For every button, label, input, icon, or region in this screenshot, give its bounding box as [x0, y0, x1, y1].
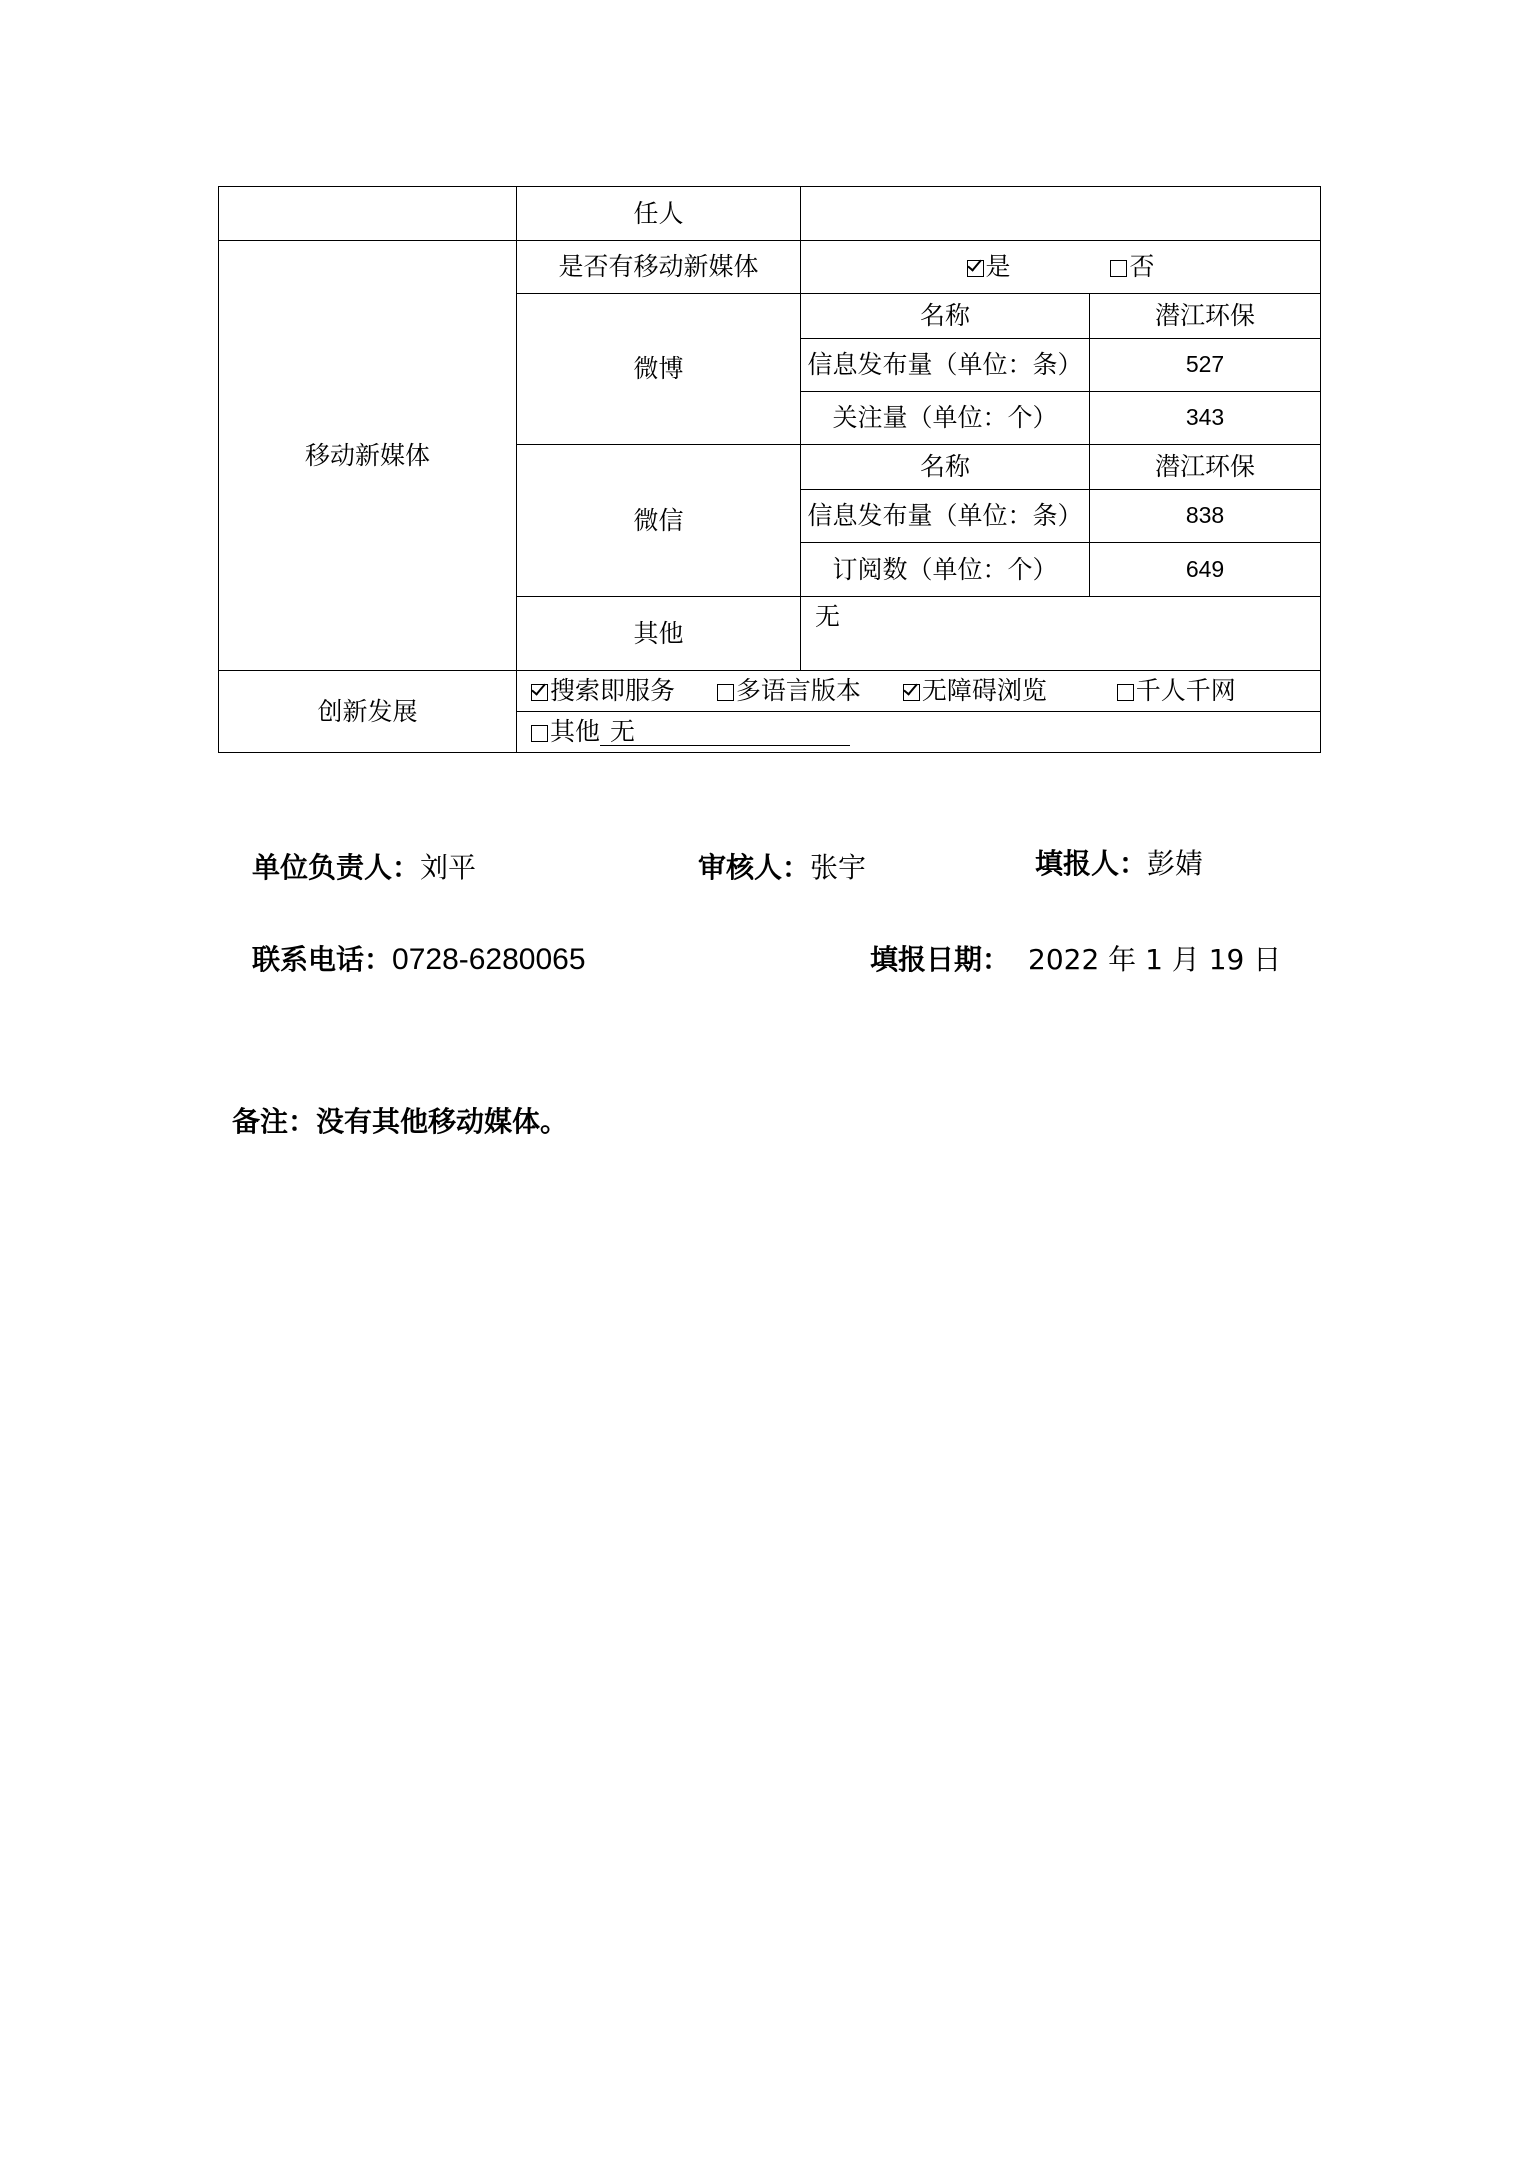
weibo-name-value: 潜江环保 — [1090, 294, 1321, 339]
no-label: 否 — [1129, 252, 1155, 282]
row-responsible — [219, 187, 1321, 241]
checkbox-checked-icon[interactable] — [531, 684, 548, 701]
option-accessibility[interactable] — [903, 677, 1047, 705]
filler-value: 彭婧 — [1147, 847, 1204, 880]
other-fill-line: 无 — [600, 718, 850, 747]
reviewer-value: 张宇 — [810, 851, 867, 884]
option-label: 千人千网 — [1135, 676, 1236, 706]
other-label: 其他 — [550, 716, 601, 746]
phone-value: 0728-6280065 — [392, 943, 586, 976]
option-label: 搜索即服务 — [550, 676, 676, 706]
mobile-media-group-label: 移动新媒体 — [219, 241, 517, 671]
date-value: 2022 年 1 月 19 日 — [1028, 943, 1282, 976]
wechat-subs-label: 订阅数（单位：个） — [801, 543, 1090, 597]
option-label: 多语言版本 — [735, 676, 861, 706]
innovation-options — [517, 671, 1321, 712]
contact-phone — [252, 938, 586, 978]
checkbox-unchecked-icon[interactable] — [1117, 684, 1134, 701]
date-label: 填报日期： — [870, 943, 1011, 976]
innovation-label: 创新发展 — [219, 671, 517, 753]
wechat-label: 微信 — [517, 445, 801, 597]
innovation-other — [517, 712, 1321, 753]
has-media-options — [801, 241, 1321, 294]
weibo-posts-label: 信息发布量（单位：条） — [801, 339, 1090, 392]
filler — [1035, 842, 1203, 882]
note: 备注：没有其他移动媒体。 — [232, 1105, 569, 1138]
phone-label: 联系电话： — [252, 943, 393, 976]
filler-label: 填报人： — [1035, 847, 1148, 880]
option-other[interactable] — [531, 718, 600, 746]
row-responsible-blank — [219, 187, 517, 241]
innovation-row-1 — [219, 671, 1321, 712]
checkbox-checked-icon[interactable] — [903, 684, 920, 701]
option-personalized[interactable] — [1117, 677, 1236, 705]
checkbox-checked-icon[interactable] — [967, 260, 984, 277]
wechat-name-value: 潜江环保 — [1090, 445, 1321, 490]
wechat-name-label: 名称 — [801, 445, 1090, 490]
weibo-follow-label: 关注量（单位：个） — [801, 392, 1090, 445]
weibo-posts-value: 527 — [1090, 339, 1321, 392]
fill-date — [870, 938, 1281, 978]
wechat-posts-value: 838 — [1090, 490, 1321, 543]
row-responsible-value — [801, 187, 1321, 241]
unit-head — [252, 846, 476, 886]
weibo-name-label: 名称 — [801, 294, 1090, 339]
has-media-yes[interactable] — [967, 253, 1011, 281]
checkbox-unchecked-icon[interactable] — [1110, 260, 1127, 277]
option-search-service[interactable] — [531, 677, 675, 705]
report-table — [218, 186, 1321, 753]
yes-label: 是 — [985, 252, 1011, 282]
wechat-posts-label: 信息发布量（单位：条） — [801, 490, 1090, 543]
option-multilingual[interactable] — [717, 677, 861, 705]
wechat-subs-value: 649 — [1090, 543, 1321, 597]
reviewer-label: 审核人： — [698, 851, 811, 884]
other-media-label: 其他 — [517, 597, 801, 671]
other-media-value: 无 — [801, 597, 1321, 671]
weibo-label: 微博 — [517, 294, 801, 445]
weibo-follow-value: 343 — [1090, 392, 1321, 445]
checkbox-unchecked-icon[interactable] — [531, 725, 548, 742]
unit-head-label: 单位负责人： — [252, 851, 421, 884]
reviewer — [698, 846, 866, 886]
row-has-media — [219, 241, 1321, 294]
unit-head-value: 刘平 — [420, 851, 477, 884]
row-responsible-label: 任人 — [517, 187, 801, 241]
checkbox-unchecked-icon[interactable] — [717, 684, 734, 701]
has-media-label: 是否有移动新媒体 — [517, 241, 801, 294]
option-label: 无障碍浏览 — [921, 676, 1047, 706]
has-media-no[interactable] — [1110, 253, 1154, 281]
